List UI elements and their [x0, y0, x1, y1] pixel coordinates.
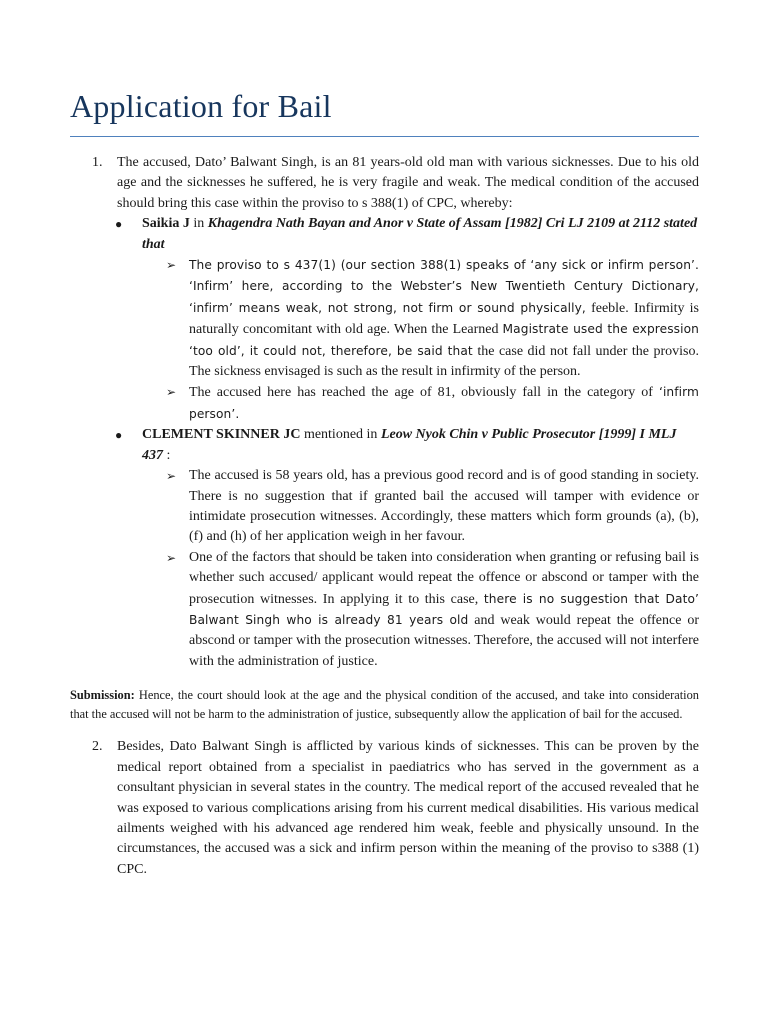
authority-heading — [142, 425, 699, 466]
point-item — [142, 255, 699, 382]
judge-name: Saikia J — [142, 216, 190, 232]
suffix-text: : — [163, 447, 171, 463]
page-title: Application for Bail — [70, 88, 332, 124]
point-list — [142, 255, 699, 425]
point-text-part: the case did not fall under the proviso. The sickness envisaged is such as the result in infirmity of the person. — [189, 343, 700, 380]
numbered-item-2 — [70, 737, 699, 880]
point-text-part: The accused here has reached the age of 81, obviously fall in the category of — [189, 385, 659, 401]
item-text: Besides, Dato Balwant Singh is afflicted by various kinds of sicknesses. This can be proven by the medical report obtained from a specialist in paediatrics who has served in the government as a consultant physician in several states in the country. The medical report of the accused revealed that he was exposed to various complications arising from his current medical disabilities. His various medical ailments weighed with his advanced age rendered him weak, feeble and physically unsound. In the circumstances, the accused was a sick and infirm person within the meaning of the proviso to s388 (1) CPC. — [117, 739, 699, 877]
point-list — [142, 466, 699, 672]
point-text-part: ‘infirm person’. — [189, 385, 699, 421]
submission-label: Submission: — [70, 688, 135, 703]
authority-item-saikia — [117, 214, 699, 425]
case-citation: Khagendra Nath Bayan and Anor v State of Assam [1982] Cri LJ 2109 at 2112 stated that — [142, 216, 698, 252]
point-text-part: feeble. Infirmity is naturally concomitant with old age. When the Learned — [189, 300, 699, 338]
item-number: 2. — [92, 739, 103, 755]
connector-text: mentioned in — [300, 427, 381, 443]
numbered-item-1 — [70, 153, 699, 672]
point-text-part: One of the factors that should be taken into consideration when granting or refusing bail is whether such accused/ applicant would repeat the offence or abscond or tamper with the prosecution witnesses. In applying it to this case, — [189, 549, 699, 607]
point-text-part: The proviso to s 437(1) (our section 388(1) speaks of ‘any sick or infirm person’. ‘Infirm’ here, according to the Webster’s New Twentieth Century Dictionary, ‘infirm’ means weak, not strong, not firm or sound physically, — [189, 258, 699, 315]
submission-text: Hence, the court should look at the age and the physical condition of the accused, and take into consideration that the accused will not be harm to the administration of justice, subsequently allow the application of bail for the accused. — [70, 688, 699, 721]
point-text-part: Magistrate used the expression ‘too old’, it could not, therefore, be said that — [189, 322, 699, 358]
bullet-icon: ● — [115, 428, 123, 443]
point-item — [142, 548, 699, 672]
arrow-bullet-icon: ➢ — [166, 550, 177, 565]
point-text-part: The accused is 58 years old, has a previous good record and is of good standing in society. There is no suggestion that if granted bail the accused will tamper with evidence or intimidate prosecution witnesses. Accordingly, these matters which form grounds (a), (b), (f) and (h) of her application weigh in her favour. — [189, 468, 699, 545]
connector-text: in — [189, 216, 208, 232]
arrow-bullet-icon: ➢ — [166, 385, 177, 400]
authority-heading — [142, 214, 699, 255]
authority-list — [117, 214, 699, 672]
judge-name: CLEMENT SKINNER JC — [142, 427, 301, 443]
document-body — [70, 153, 699, 880]
arrow-bullet-icon: ➢ — [166, 258, 177, 273]
title-underline — [70, 136, 699, 137]
submission-paragraph — [70, 686, 699, 723]
authority-item-skinner — [117, 425, 699, 672]
item-number: 1. — [92, 155, 103, 170]
bullet-icon: ● — [115, 217, 123, 232]
case-citation: Leow Nyok Chin v Public Prosecutor [1999] I MLJ 437 — [142, 427, 677, 463]
point-text-part: and weak would repeat the offence or abscond or tamper with the prosecution witnesses. Therefore, the accused will not interfere with the administration of justice. — [189, 612, 699, 669]
point-item — [142, 382, 699, 425]
item-text: The accused, Dato’ Balwant Singh, is an 81 years-old old man with various sicknesses. Due to his old age and the sicknesses he suffered, he is very fragile and weak. The medical condition of the accused should bring this case within the proviso to s 388(1) of CPC, whereby: — [117, 155, 699, 211]
point-item — [142, 466, 699, 548]
point-text-part: there is no suggestion that Dato’ Balwant Singh who is already 81 years old — [189, 591, 700, 627]
arrow-bullet-icon: ➢ — [166, 469, 177, 484]
